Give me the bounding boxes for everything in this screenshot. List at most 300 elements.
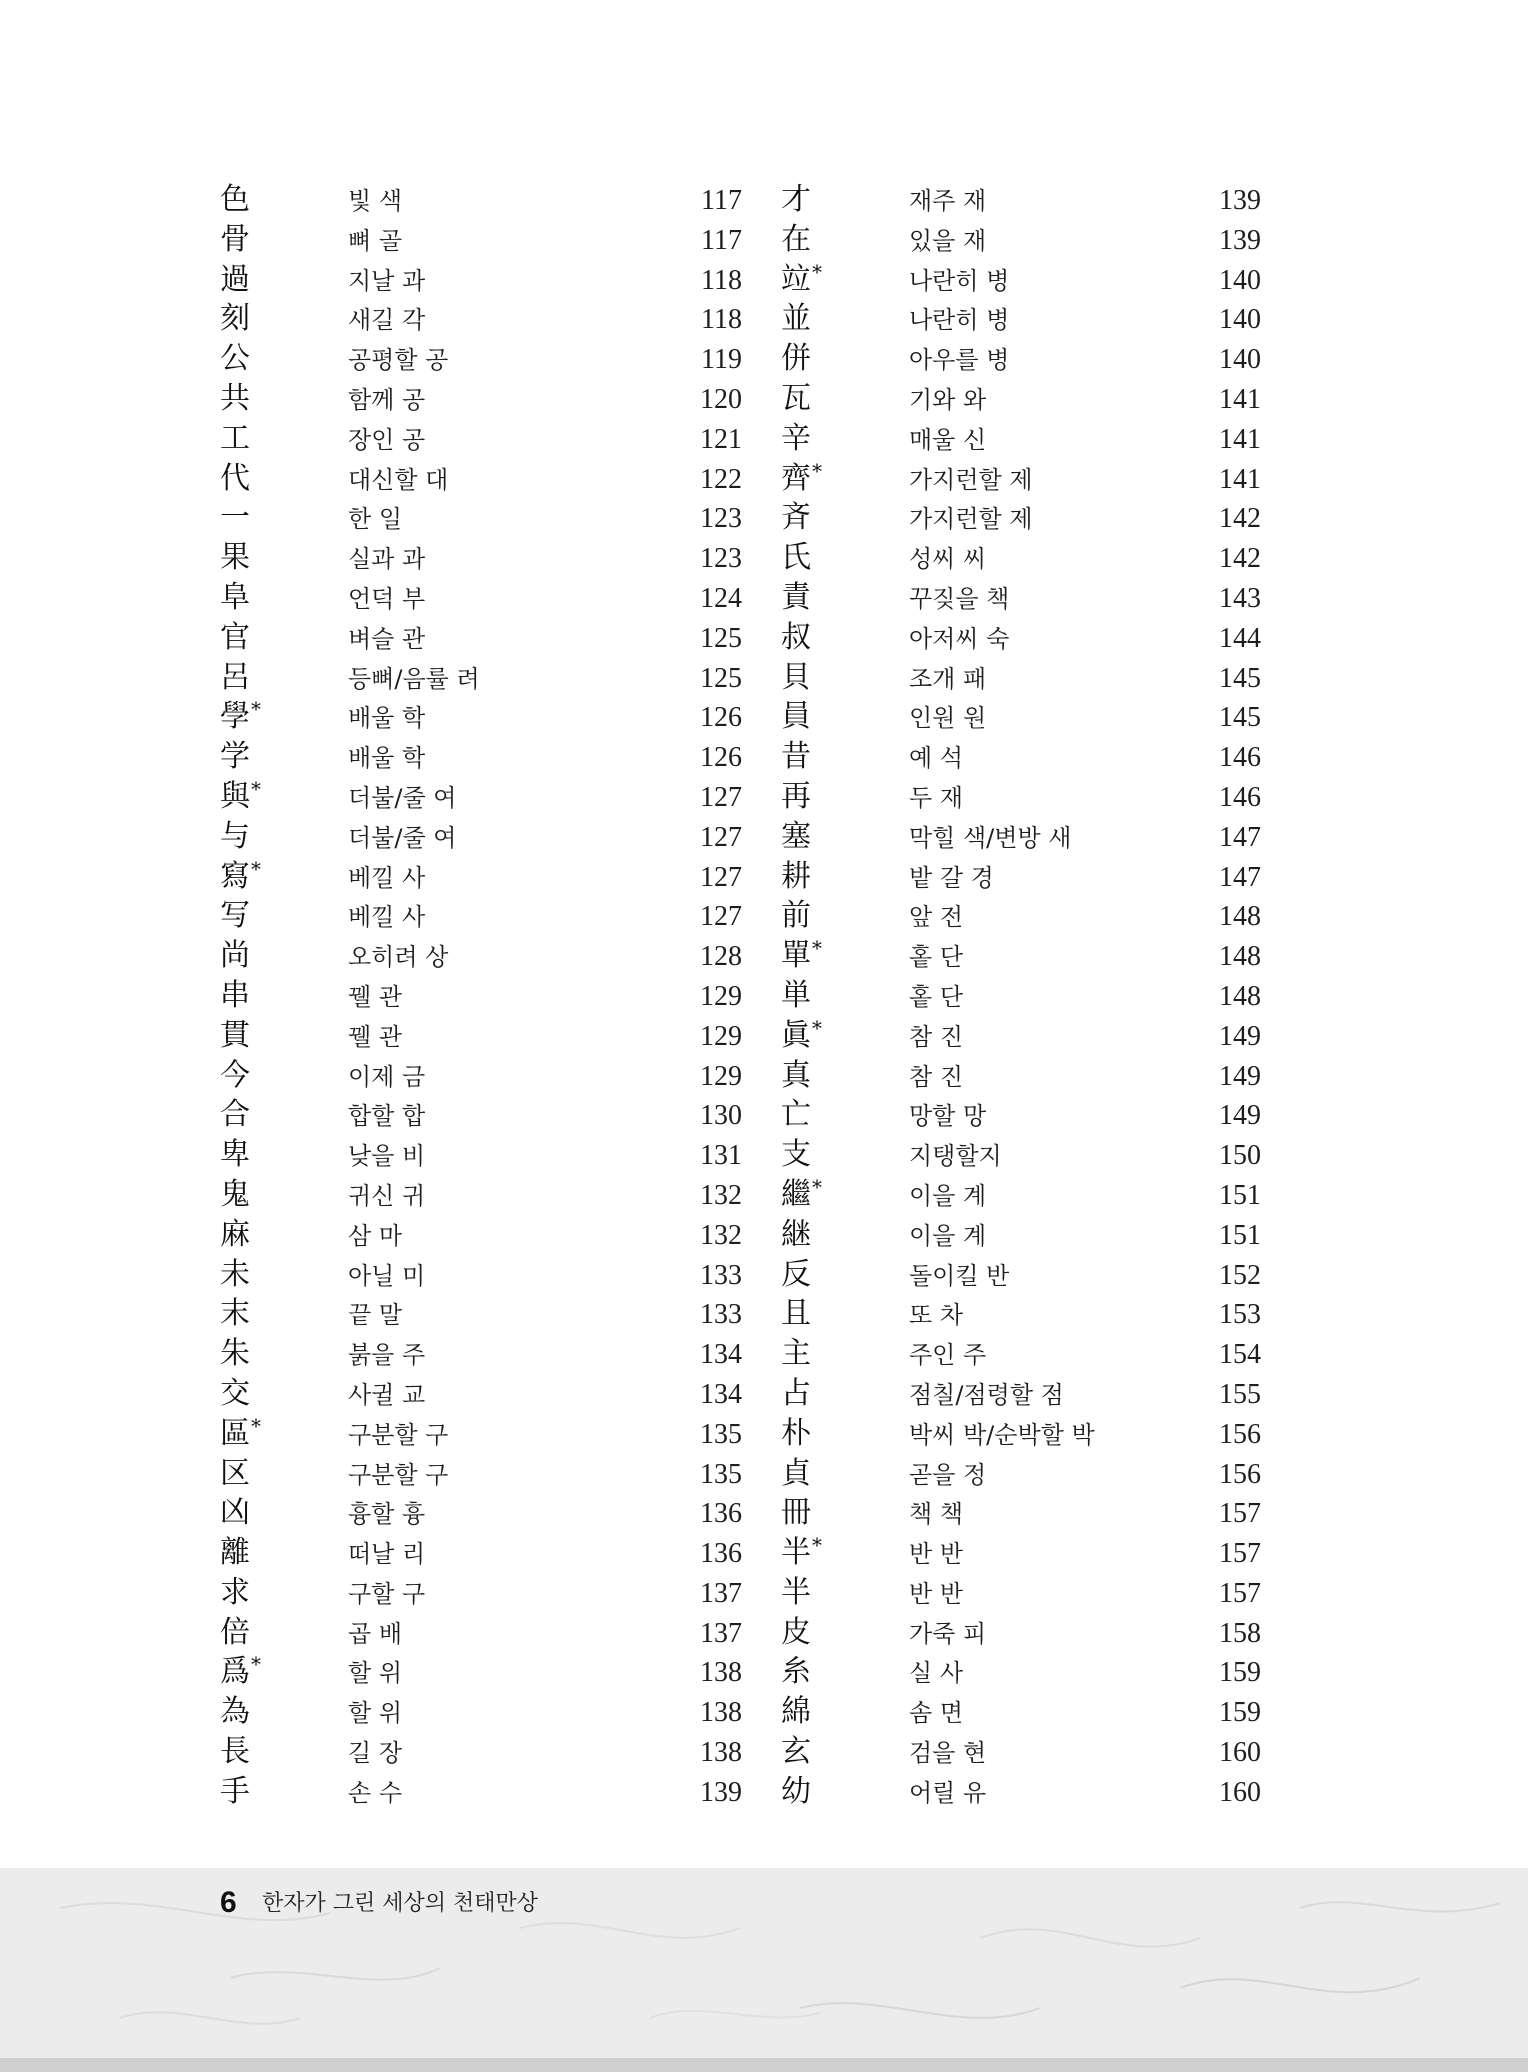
hanja-character [781,1175,822,1217]
page-reference: 137 [700,1617,742,1649]
index-entry [781,737,1341,777]
page-reference: 148 [1219,980,1261,1012]
hanja-character [781,1294,811,1334]
hanja-glyph: 末 [220,1296,250,1332]
hanja-glyph: 辛 [781,420,811,456]
hanja-glyph: 学 [220,739,250,775]
hanja-meaning: 막힐 색/변방 새 [909,823,1072,852]
variant-asterisk: * [251,1413,261,1438]
hanja-character [220,220,250,260]
hanja-glyph: 鬼 [220,1176,250,1212]
index-entry [220,1732,780,1772]
hanja-meaning: 합할 합 [348,1102,426,1131]
variant-asterisk: * [812,1533,822,1558]
hanja-meaning: 아저씨 숙 [909,624,1010,653]
hanja-character [220,1334,250,1374]
page-reference: 127 [700,861,742,893]
index-entry [220,1095,780,1135]
hanja-character [220,498,250,538]
hanja-meaning: 검을 현 [909,1739,987,1768]
page-reference: 144 [1219,622,1261,654]
hanja-glyph: 貞 [781,1455,811,1491]
hanja-character [781,777,811,817]
hanja-glyph: 朱 [220,1336,250,1372]
hanja-meaning: 빛 색 [348,187,402,215]
page-reference: 150 [1219,1140,1261,1172]
hanja-character [781,299,811,339]
hanja-character [220,817,250,857]
hanja-meaning: 홑 단 [909,982,963,1011]
page-reference: 140 [1219,304,1261,336]
index-entry [220,1175,780,1215]
hanja-meaning: 이을 계 [909,1181,987,1210]
index-entry [220,1374,780,1414]
hanja-glyph: 工 [220,420,250,456]
hanja-glyph: 綿 [781,1694,811,1730]
hanja-character [781,1533,822,1575]
hanja-character [781,1215,811,1255]
page-reference: 151 [1219,1219,1261,1251]
index-entry [781,658,1341,698]
index-entry [781,339,1341,379]
index-entry [781,1692,1341,1732]
hanja-character [220,379,250,419]
hanja-glyph: 爲 [220,1654,250,1690]
hanja-glyph: 麻 [220,1216,250,1252]
hanja-meaning: 손 수 [348,1778,402,1807]
hanja-glyph: 寫 [220,858,250,894]
hanja-glyph: 貫 [220,1017,250,1053]
index-entry [781,1016,1341,1056]
index-entry [220,538,780,578]
hanja-glyph: 反 [781,1256,811,1292]
footer-bottom-strip [0,2058,1528,2072]
index-entry [781,976,1341,1016]
hanja-glyph: 並 [781,301,811,337]
page-reference: 119 [701,344,742,376]
hanja-meaning: 앞 전 [909,903,963,932]
page-reference: 133 [700,1299,742,1331]
page-reference: 123 [700,503,742,535]
hanja-character [220,896,250,936]
hanja-character [220,1135,250,1175]
hanja-glyph: 眞 [781,1017,811,1053]
hanja-character [220,1255,250,1295]
page-reference: 139 [1219,185,1261,216]
index-entry [220,1016,780,1056]
hanja-meaning: 실 사 [909,1659,963,1688]
hanja-glyph: 半 [781,1535,811,1571]
index-entry [220,896,780,936]
hanja-meaning: 주인 주 [909,1341,987,1370]
hanja-character [220,1095,250,1135]
hanja-meaning: 떠날 리 [348,1540,426,1569]
hanja-character [220,538,250,578]
page-reference: 153 [1219,1299,1261,1331]
index-entry [220,1533,780,1573]
hanja-meaning: 재주 재 [909,187,987,215]
index-entry [220,777,780,817]
hanja-glyph: 尚 [220,938,250,974]
hanja-character [781,1255,811,1295]
hanja-character [781,578,811,618]
hanja-glyph: 交 [220,1375,250,1411]
index-entry [220,379,780,419]
hanja-character [220,976,250,1016]
hanja-character [220,1056,250,1096]
index-entry [220,618,780,658]
index-entry [220,1294,780,1334]
index-entry [781,220,1341,260]
hanja-glyph: 朴 [781,1415,811,1451]
hanja-glyph: 前 [781,898,811,934]
hanja-glyph: 長 [220,1734,250,1770]
hanja-character [781,618,811,658]
index-entry [220,1772,780,1812]
hanja-meaning: 지탱할지 [909,1142,1002,1171]
page-reference: 160 [1219,1737,1261,1769]
hanja-glyph: 共 [220,380,250,416]
hanja-glyph: 骨 [220,221,250,257]
page-reference: 143 [1219,582,1261,614]
index-entry [781,1255,1341,1295]
page-reference: 142 [1219,543,1261,575]
page-reference: 149 [1219,1060,1261,1092]
hanja-character [220,697,261,739]
index-entry [220,1215,780,1255]
hanja-character [220,1374,250,1414]
hanja-glyph: 斉 [781,500,811,536]
hanja-glyph: 官 [220,619,250,655]
hanja-glyph: 齊 [781,460,811,496]
page-reference: 133 [700,1259,742,1291]
hanja-meaning: 예 석 [909,744,963,773]
hanja-meaning: 언덕 부 [348,584,426,613]
hanja-character [781,1454,811,1494]
hanja-character [220,339,250,379]
hanja-glyph: 代 [220,460,250,496]
hanja-glyph: 瓦 [781,380,811,416]
hanja-glyph: 昔 [781,739,811,775]
hanja-glyph: 倍 [220,1614,250,1650]
hanja-meaning: 벼슬 관 [348,624,426,653]
index-entry [220,1493,780,1533]
page-reference: 145 [1219,662,1261,694]
page-reference: 158 [1219,1617,1261,1649]
index-column-left [220,180,780,1812]
page-reference: 128 [700,941,742,973]
page-reference: 135 [700,1418,742,1450]
index-entry [781,697,1341,737]
hanja-meaning: 할 위 [348,1659,402,1688]
hanja-character [781,1493,811,1533]
index-entry [781,459,1341,499]
hanja-meaning: 참 진 [909,1022,963,1051]
hanja-glyph: 過 [220,261,250,297]
hanja-character [220,936,250,976]
hanja-meaning: 낮을 비 [348,1142,426,1171]
hanja-glyph: 在 [781,221,811,257]
index-entry [781,1772,1341,1812]
page-reference: 159 [1219,1697,1261,1729]
hanja-glyph: 亡 [781,1097,811,1133]
hanja-glyph: 玄 [781,1734,811,1770]
hanja-character [220,299,250,339]
hanja-meaning: 베낄 사 [348,903,426,932]
page-reference: 156 [1219,1418,1261,1450]
hanja-character [220,1573,250,1613]
index-entry [781,1294,1341,1334]
index-entry [781,180,1341,220]
hanja-glyph: 卑 [220,1137,250,1173]
index-entry [220,180,780,220]
hanja-meaning: 지날 과 [348,266,426,295]
hanja-glyph: 果 [220,540,250,576]
hanja-meaning: 한 일 [348,505,402,534]
index-entry [781,1334,1341,1374]
hanja-character [781,180,811,220]
hanja-meaning: 할 위 [348,1699,402,1728]
hanja-character [781,697,811,737]
page-reference: 141 [1219,463,1261,495]
hanja-glyph: 才 [781,182,811,217]
index-entry [220,1652,780,1692]
hanja-glyph: 公 [220,341,250,377]
hanja-character [220,1454,250,1494]
hanja-meaning: 또 차 [909,1301,963,1330]
index-entry [781,1215,1341,1255]
hanja-glyph: 色 [220,182,250,217]
hanja-glyph: 氏 [781,540,811,576]
hanja-meaning: 나란히 병 [909,306,1010,335]
index-entry [220,936,780,976]
index-entry [781,1374,1341,1414]
hanja-character [781,1652,811,1692]
hanja-glyph: 未 [220,1256,250,1292]
index-entry [781,1095,1341,1135]
index-entry [220,339,780,379]
hanja-glyph: 支 [781,1137,811,1173]
hanja-meaning: 있을 재 [909,226,987,255]
page-reference: 117 [701,185,742,216]
hanja-meaning: 책 책 [909,1500,963,1529]
hanja-character [220,1175,250,1215]
page-reference: 154 [1219,1339,1261,1371]
hanja-glyph: 串 [220,977,250,1013]
hanja-meaning: 꿸 관 [348,1022,402,1051]
page-reference: 121 [700,423,742,455]
page-reference: 126 [700,742,742,774]
hanja-meaning: 가죽 피 [909,1619,987,1648]
variant-asterisk: * [812,936,822,961]
hanja-character [220,658,250,698]
hanja-glyph: 皮 [781,1614,811,1650]
hanja-meaning: 나란히 병 [909,266,1010,295]
variant-asterisk: * [812,1015,822,1040]
page-reference: 151 [1219,1179,1261,1211]
page-reference: 142 [1219,503,1261,535]
hanja-character [220,419,250,459]
hanja-glyph: 刻 [220,301,250,337]
variant-asterisk: * [251,697,261,722]
hanja-glyph: 糸 [781,1654,811,1690]
page-reference: 146 [1219,742,1261,774]
page-reference: 139 [700,1776,742,1808]
index-entry [220,419,780,459]
page-reference: 120 [700,383,742,415]
hanja-character [781,1573,811,1613]
page-reference: 140 [1219,264,1261,296]
page-reference: 160 [1219,1776,1261,1808]
hanja-character [781,1334,811,1374]
hanja-glyph: 求 [220,1574,250,1610]
hanja-character [781,260,822,302]
hanja-meaning: 꿸 관 [348,982,402,1011]
page-reference: 148 [1219,901,1261,933]
page-reference: 127 [700,781,742,813]
page-reference: 138 [700,1657,742,1689]
hanja-glyph: 半 [781,1574,811,1610]
page-reference: 155 [1219,1378,1261,1410]
index-entry [781,1493,1341,1533]
hanja-glyph: 一 [220,500,250,536]
hanja-glyph: 繼 [781,1176,811,1212]
page-reference: 126 [700,702,742,734]
hanja-character [781,1613,811,1653]
page-reference: 138 [700,1697,742,1729]
page-reference: 125 [700,662,742,694]
hanja-character [220,578,250,618]
hanja-glyph: 併 [781,341,811,377]
hanja-meaning: 이제 금 [348,1062,426,1091]
hanja-character [220,1294,250,1334]
hanja-meaning: 구할 구 [348,1579,426,1608]
hanja-meaning: 곧을 정 [909,1460,987,1489]
hanja-glyph: 竝 [781,261,811,297]
hanja-character [781,379,811,419]
index-entry [220,1135,780,1175]
hanja-meaning: 배울 학 [348,704,426,733]
index-entry [781,817,1341,857]
hanja-meaning: 장인 공 [348,425,426,454]
page-reference: 145 [1219,702,1261,734]
index-entry [781,896,1341,936]
hanja-meaning: 가지런할 제 [909,465,1033,494]
index-entry [220,737,780,777]
hanja-character [781,658,811,698]
index-entry [781,1175,1341,1215]
hanja-meaning: 공평할 공 [348,346,449,375]
page-reference: 141 [1219,423,1261,455]
hanja-character [781,896,811,936]
hanja-glyph: 冊 [781,1495,811,1531]
page-reference: 149 [1219,1020,1261,1052]
hanja-meaning: 홑 단 [909,943,963,972]
hanja-meaning: 붉을 주 [348,1341,426,1370]
page-reference: 138 [700,1737,742,1769]
index-entry [220,1255,780,1295]
page-reference: 132 [700,1179,742,1211]
page-reference: 127 [700,821,742,853]
hanja-glyph: 阜 [220,579,250,615]
hanja-meaning: 매울 신 [909,425,987,454]
hanja-meaning: 성씨 씨 [909,545,987,574]
hanja-character [781,737,811,777]
hanja-character [220,1414,261,1456]
hanja-meaning: 어릴 유 [909,1778,987,1807]
hanja-character [781,1732,811,1772]
hanja-character [781,1414,811,1454]
index-entry [781,1732,1341,1772]
index-entry [781,1652,1341,1692]
hanja-glyph: 且 [781,1296,811,1332]
hanja-meaning: 곱 배 [348,1619,402,1648]
hanja-glyph: 区 [220,1455,250,1491]
hanja-character [220,618,250,658]
hanja-glyph: 継 [781,1216,811,1252]
hanja-meaning: 박씨 박/순박할 박 [909,1420,1095,1449]
book-title: 한자가 그린 세상의 천태만상 [262,1891,539,1916]
hanja-meaning: 길 장 [348,1739,402,1768]
hanja-glyph: 手 [220,1773,250,1809]
hanja-meaning: 흉할 흉 [348,1500,426,1529]
hanja-glyph: 叔 [781,619,811,655]
hanja-meaning: 끝 말 [348,1301,402,1330]
page-reference: 125 [700,622,742,654]
hanja-glyph: 占 [781,1375,811,1411]
hanja-meaning: 뼈 골 [348,226,402,255]
index-entry [220,658,780,698]
hanja-glyph: 今 [220,1057,250,1093]
hanja-glyph: 責 [781,579,811,615]
page-reference: 134 [700,1339,742,1371]
index-entry [781,1135,1341,1175]
index-entry [220,817,780,857]
index-entry [781,1056,1341,1096]
hanja-glyph: 写 [220,898,250,934]
index-entry [220,498,780,538]
page-reference: 129 [700,1060,742,1092]
hanja-character [220,1732,250,1772]
hanja-character [781,817,811,857]
page-reference: 149 [1219,1100,1261,1132]
hanja-meaning: 점칠/점령할 점 [909,1380,1064,1409]
hanja-meaning: 가지런할 제 [909,505,1033,534]
index-entry [781,1454,1341,1494]
page-reference: 136 [700,1498,742,1530]
hanja-character [781,538,811,578]
index-entry [781,1533,1341,1573]
hanja-character [220,1652,261,1694]
page-reference: 157 [1219,1538,1261,1570]
page-reference: 127 [700,901,742,933]
page-reference: 147 [1219,821,1261,853]
hanja-character [220,1016,250,1056]
index-entry [220,1692,780,1732]
hanja-character [781,339,811,379]
hanja-meaning: 두 재 [909,783,963,812]
hanja-meaning: 솜 면 [909,1699,963,1728]
index-entry [781,299,1341,339]
index-entry [781,379,1341,419]
page-reference: 136 [700,1538,742,1570]
hanja-meaning: 삼 마 [348,1221,402,1250]
hanja-meaning: 배울 학 [348,744,426,773]
index-entry [220,1454,780,1494]
variant-asterisk: * [812,259,822,284]
hanja-meaning: 참 진 [909,1062,963,1091]
hanja-meaning: 오히려 상 [348,943,449,972]
